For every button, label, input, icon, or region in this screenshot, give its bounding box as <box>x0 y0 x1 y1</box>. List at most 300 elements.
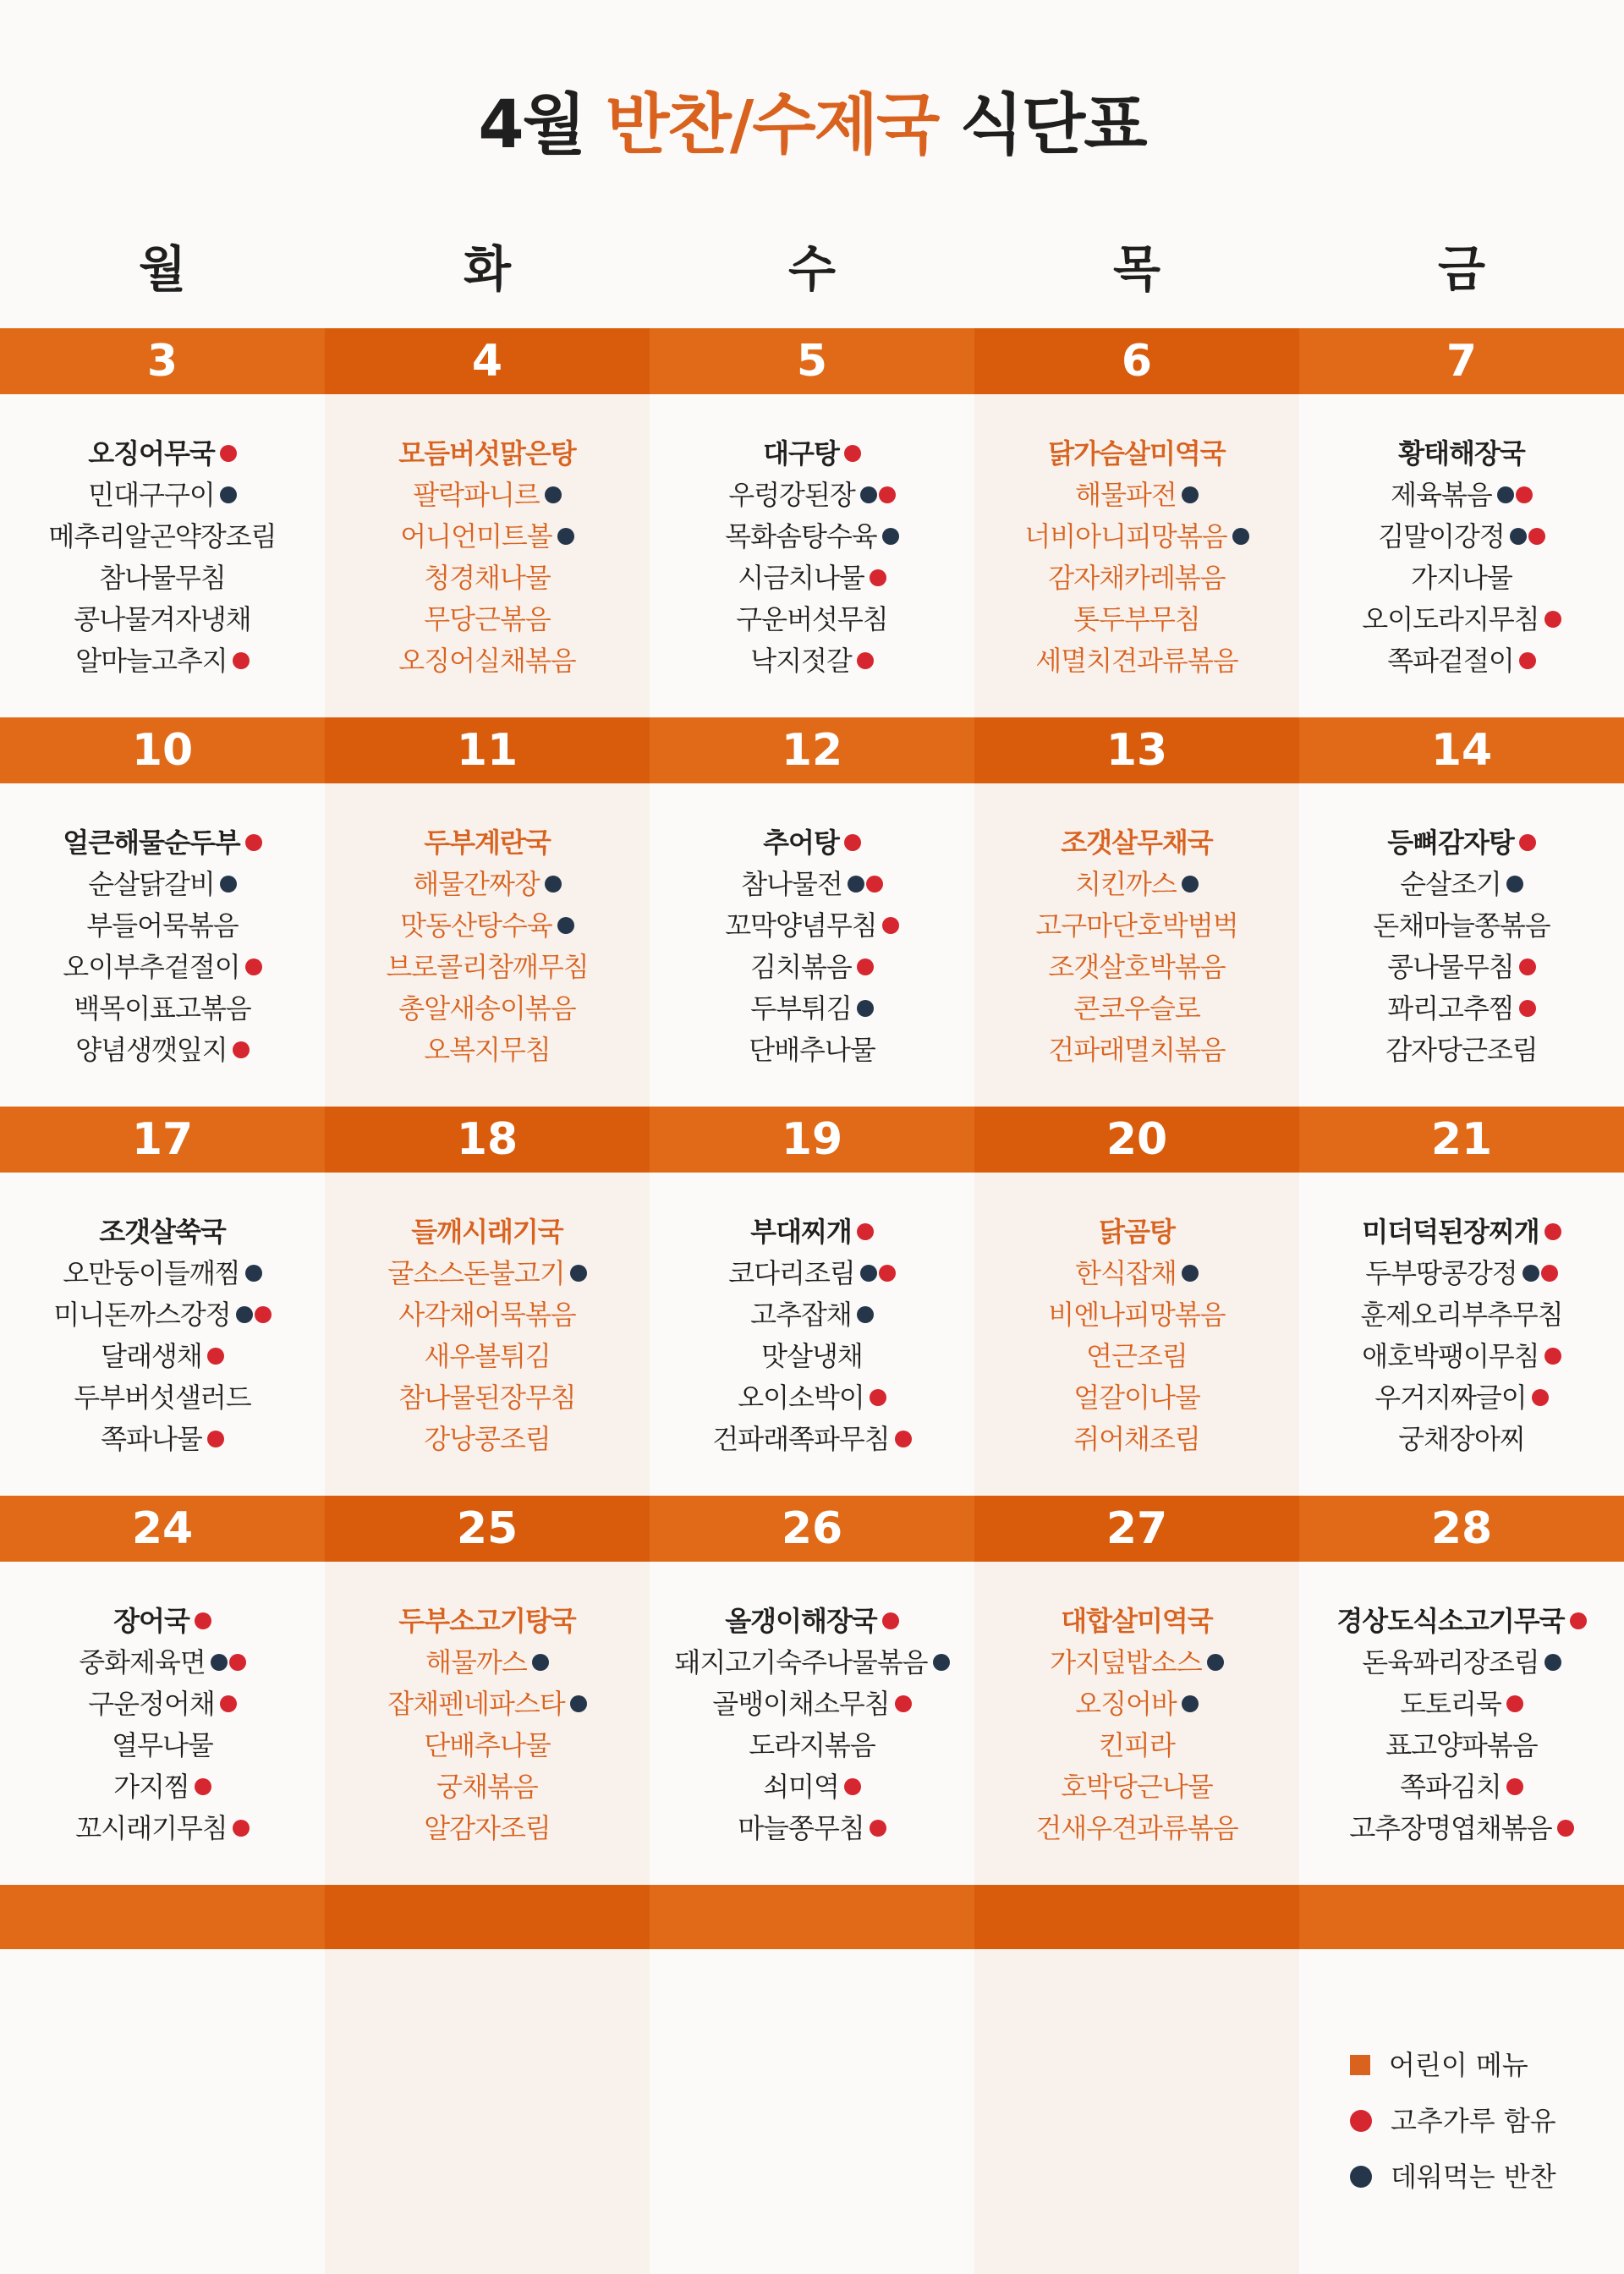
page-title <box>0 83 1624 168</box>
dish-name: 알감자조림 <box>424 1812 551 1844</box>
side-dish-item <box>650 1419 974 1460</box>
date-number: 19 <box>650 1107 974 1173</box>
day-menu-kids <box>325 394 650 717</box>
side-dish-item <box>0 1684 325 1725</box>
dish-name: 가지나물 <box>1411 562 1512 594</box>
side-dish-item <box>650 1253 974 1294</box>
navy-dot-icon <box>557 917 574 934</box>
dish-name: 추어탕 <box>763 827 839 859</box>
date-number: 14 <box>1299 717 1624 783</box>
dish-name: 고추장명엽채볶음 <box>1349 1812 1552 1844</box>
dish-name: 치킨까스 <box>1075 868 1177 900</box>
day-menu <box>0 1173 325 1496</box>
bottom-bar-segment <box>974 1885 1299 1949</box>
dish-name: 청경채나물 <box>424 562 551 594</box>
side-dish-item <box>1299 599 1624 640</box>
dish-name: 우거지짜글이 <box>1374 1381 1527 1414</box>
side-dish-item <box>325 1766 650 1808</box>
dish-name: 두부튀김 <box>750 992 852 1024</box>
dish-name: 오만둥이들깨찜 <box>63 1257 240 1289</box>
dish-name: 미더덕된장찌개 <box>1362 1216 1539 1248</box>
day-menu <box>1299 394 1624 717</box>
day-menu-kids <box>325 1173 650 1496</box>
dish-name: 한식잡채 <box>1075 1257 1177 1289</box>
side-dish-item <box>0 640 325 682</box>
red-dot-icon <box>879 1265 896 1282</box>
side-dish-item <box>650 475 974 516</box>
side-dish-item <box>974 1419 1299 1460</box>
day-menu <box>1299 783 1624 1107</box>
side-dish-item <box>1299 1377 1624 1419</box>
dish-name: 톳두부무침 <box>1073 603 1200 635</box>
navy-dot-icon <box>557 528 574 545</box>
dish-name: 세멸치견과류볶음 <box>1035 645 1238 677</box>
side-dish-item <box>974 864 1299 905</box>
side-dish-item <box>974 558 1299 599</box>
side-dish-item <box>974 1808 1299 1849</box>
side-dish-item <box>0 599 325 640</box>
red-dot-icon <box>844 445 861 462</box>
date-number: 27 <box>974 1496 1299 1562</box>
side-dish-item <box>1299 475 1624 516</box>
navy-dot-icon <box>1207 1654 1224 1671</box>
bottom-bar-segment <box>1299 1885 1624 1949</box>
dish-name: 호박당근나물 <box>1061 1771 1213 1803</box>
navy-dot-icon <box>245 1265 262 1282</box>
side-dish-item <box>0 475 325 516</box>
red-dot-icon <box>245 834 262 851</box>
red-dot-icon <box>857 1223 874 1240</box>
soup-item <box>0 1211 325 1253</box>
dish-name: 참나물된장무침 <box>398 1381 576 1414</box>
dish-name: 해물파전 <box>1075 479 1177 511</box>
side-dish-item <box>974 1377 1299 1419</box>
date-number: 21 <box>1299 1107 1624 1173</box>
dish-name: 굴소스돈불고기 <box>387 1257 565 1289</box>
navy-dot-icon <box>857 1000 874 1017</box>
side-dish-item <box>650 1030 974 1071</box>
soup-item <box>1299 1211 1624 1253</box>
red-dot-icon <box>1519 958 1536 975</box>
dish-name: 참나물무침 <box>99 562 226 594</box>
side-dish-item <box>325 1808 650 1849</box>
soup-item <box>974 433 1299 475</box>
side-dish-item <box>1299 905 1624 947</box>
title-suffix: 식단표 <box>938 87 1146 163</box>
dish-name: 미니돈까스강정 <box>53 1299 231 1331</box>
dish-name: 콩나물무침 <box>1387 951 1514 983</box>
soup-item <box>1299 822 1624 864</box>
dish-name: 김말이강정 <box>1378 520 1505 552</box>
weekday-header <box>0 228 1624 310</box>
red-dot-icon <box>844 834 861 851</box>
side-dish-item <box>1299 1419 1624 1460</box>
dish-name: 무당근볶음 <box>424 603 551 635</box>
red-dot-icon <box>229 1654 246 1671</box>
date-number: 6 <box>974 328 1299 394</box>
dish-name: 코다리조림 <box>728 1257 855 1289</box>
side-dish-item <box>0 516 325 558</box>
dish-name: 골뱅이채소무침 <box>712 1688 890 1720</box>
side-dish-item <box>974 1030 1299 1071</box>
navy-dot-icon <box>1182 1265 1199 1282</box>
date-number: 25 <box>325 1496 650 1562</box>
side-dish-item <box>0 1642 325 1684</box>
dish-name: 오징어바 <box>1075 1688 1177 1720</box>
navy-dot-icon <box>1182 876 1199 893</box>
side-dish-item <box>0 558 325 599</box>
dish-name: 해물까스 <box>425 1646 527 1678</box>
dish-name: 구운버섯무침 <box>736 603 888 635</box>
side-dish-item <box>974 988 1299 1030</box>
red-dot-icon <box>866 876 883 893</box>
navy-dot-icon <box>1350 2166 1372 2188</box>
dish-name: 순살닭갈비 <box>88 868 215 900</box>
side-dish-item <box>0 864 325 905</box>
legend-label: 어린이 메뉴 <box>1389 2049 1528 2081</box>
date-number: 11 <box>325 717 650 783</box>
side-dish-item <box>325 864 650 905</box>
day-menu <box>0 394 325 717</box>
soup-item <box>1299 433 1624 475</box>
navy-dot-icon <box>570 1265 587 1282</box>
dish-name: 애호박팽이무침 <box>1362 1340 1539 1372</box>
dish-name: 맛동산탕수육 <box>400 909 552 942</box>
navy-dot-icon <box>545 876 562 893</box>
day-menu-kids <box>974 394 1299 717</box>
dish-name: 순살조기 <box>1400 868 1501 900</box>
dish-name: 콘코우슬로 <box>1073 992 1200 1024</box>
red-dot-icon <box>233 1041 250 1058</box>
side-dish-item <box>325 599 650 640</box>
week-row <box>0 1496 1624 1885</box>
dish-name: 조갯살쑥국 <box>99 1216 226 1248</box>
date-number: 26 <box>650 1496 974 1562</box>
legend-label: 데워먹는 반찬 <box>1391 2161 1556 2193</box>
dish-name: 연근조림 <box>1086 1340 1188 1372</box>
dish-name: 사각채어묵볶음 <box>398 1299 576 1331</box>
day-menu-kids <box>974 1173 1299 1496</box>
day-menu <box>650 1562 974 1885</box>
navy-dot-icon <box>532 1654 549 1671</box>
soup-item <box>974 1601 1299 1642</box>
side-dish-item <box>974 1294 1299 1336</box>
dish-name: 구운정어채 <box>88 1688 215 1720</box>
side-dish-item <box>650 1808 974 1849</box>
side-dish-item <box>650 864 974 905</box>
red-dot-icon <box>233 652 250 669</box>
dish-name: 조갯살무채국 <box>1061 827 1213 859</box>
side-dish-item <box>650 988 974 1030</box>
red-dot-icon <box>255 1306 272 1323</box>
side-dish-item <box>325 640 650 682</box>
red-dot-icon <box>1541 1265 1558 1282</box>
legend-item-pepper <box>1350 2093 1621 2149</box>
side-dish-item <box>0 1419 325 1460</box>
red-dot-icon <box>882 1612 899 1629</box>
red-dot-icon <box>1506 1778 1523 1795</box>
soup-item <box>0 822 325 864</box>
side-dish-item <box>1299 1725 1624 1766</box>
side-dish-item <box>325 1419 650 1460</box>
dish-name: 도라지볶음 <box>749 1729 875 1761</box>
dish-name: 시금치나물 <box>738 562 864 594</box>
navy-dot-icon <box>1497 486 1514 503</box>
dish-name: 얼큰해물순두부 <box>63 827 240 859</box>
dish-name: 양념생깻잎지 <box>75 1034 228 1066</box>
date-number: 13 <box>974 717 1299 783</box>
navy-dot-icon <box>1506 876 1523 893</box>
title-accent: 반찬/수제국 <box>606 87 939 163</box>
dish-name: 돼지고기숙주나물볶음 <box>674 1646 928 1678</box>
side-dish-item <box>0 1725 325 1766</box>
navy-dot-icon <box>1510 528 1527 545</box>
red-dot-icon <box>844 1778 861 1795</box>
side-dish-item <box>974 475 1299 516</box>
title-prefix: 4월 <box>478 87 606 163</box>
dish-name: 너비아니피망볶음 <box>1024 520 1227 552</box>
dish-name: 어니언미트볼 <box>400 520 552 552</box>
dish-name: 제육볶음 <box>1391 479 1492 511</box>
side-dish-item <box>974 1725 1299 1766</box>
navy-dot-icon <box>220 876 237 893</box>
dish-name: 꽈리고추찜 <box>1387 992 1514 1024</box>
side-dish-item <box>325 1642 650 1684</box>
dish-name: 고구마단호박범벅 <box>1035 909 1238 942</box>
side-dish-item <box>974 640 1299 682</box>
dish-name: 가지덮밥소스 <box>1050 1646 1202 1678</box>
soup-item <box>650 1211 974 1253</box>
red-dot-icon <box>245 958 262 975</box>
side-dish-item <box>974 599 1299 640</box>
red-dot-icon <box>857 652 874 669</box>
red-dot-icon <box>1528 528 1545 545</box>
dish-name: 얼갈이나물 <box>1073 1381 1200 1414</box>
soup-item <box>325 822 650 864</box>
side-dish-item <box>974 947 1299 988</box>
day-menu-kids <box>325 1562 650 1885</box>
dish-name: 두부버섯샐러드 <box>74 1381 251 1414</box>
dish-name: 감자당근조림 <box>1385 1034 1538 1066</box>
dish-name: 메추리알곤약장조림 <box>48 520 277 552</box>
soup-item <box>650 433 974 475</box>
navy-dot-icon <box>1544 1654 1561 1671</box>
date-number: 24 <box>0 1496 325 1562</box>
dish-name: 참나물전 <box>741 868 842 900</box>
soup-item <box>0 1601 325 1642</box>
red-dot-icon <box>870 569 886 586</box>
dish-name: 건파래멸치볶음 <box>1048 1034 1226 1066</box>
side-dish-item <box>325 1377 650 1419</box>
side-dish-item <box>650 1377 974 1419</box>
side-dish-item <box>0 1766 325 1808</box>
red-dot-icon <box>1506 1695 1523 1712</box>
date-number: 12 <box>650 717 974 783</box>
red-dot-icon <box>895 1431 912 1447</box>
side-dish-item <box>650 947 974 988</box>
red-dot-icon <box>1570 1612 1587 1629</box>
dish-name: 등뼈감자탕 <box>1387 827 1514 859</box>
side-dish-item <box>325 475 650 516</box>
side-dish-item <box>1299 640 1624 682</box>
navy-dot-icon <box>545 486 562 503</box>
red-dot-icon <box>1544 1348 1561 1365</box>
side-dish-item <box>650 1294 974 1336</box>
week-row <box>0 328 1624 717</box>
side-dish-item <box>325 1725 650 1766</box>
soup-item <box>1299 1601 1624 1642</box>
day-menu <box>0 783 325 1107</box>
side-dish-item <box>0 1808 325 1849</box>
dish-name: 마늘쫑무침 <box>738 1812 864 1844</box>
dish-name: 고추잡채 <box>750 1299 852 1331</box>
side-dish-item <box>1299 988 1624 1030</box>
red-dot-icon <box>233 1820 250 1837</box>
dish-name: 닭곰탕 <box>1099 1216 1175 1248</box>
red-dot-icon <box>1350 2110 1372 2132</box>
legend-label: 고추가루 함유 <box>1391 2105 1556 2137</box>
navy-dot-icon <box>857 1306 874 1323</box>
side-dish-item <box>650 558 974 599</box>
side-dish-item <box>974 1684 1299 1725</box>
side-dish-item <box>325 1684 650 1725</box>
side-dish-item <box>1299 516 1624 558</box>
bottom-bar <box>0 1885 1624 1949</box>
side-dish-item <box>974 905 1299 947</box>
dish-name: 올갱이해장국 <box>725 1605 877 1637</box>
red-dot-icon <box>895 1695 912 1712</box>
date-number: 4 <box>325 328 650 394</box>
side-dish-item <box>1299 1294 1624 1336</box>
red-dot-icon <box>1532 1389 1549 1406</box>
side-dish-item <box>325 1030 650 1071</box>
side-dish-item <box>325 988 650 1030</box>
side-dish-item <box>1299 1684 1624 1725</box>
side-dish-item <box>650 1336 974 1377</box>
dish-name: 새우볼튀김 <box>424 1340 551 1372</box>
navy-dot-icon <box>848 876 864 893</box>
dish-name: 두부계란국 <box>424 827 551 859</box>
day-menu-kids <box>325 783 650 1107</box>
dish-name: 모듬버섯맑은탕 <box>398 437 576 470</box>
day-menu-kids <box>974 1562 1299 1885</box>
dish-name: 목화솜탕수육 <box>725 520 877 552</box>
red-dot-icon <box>220 1695 237 1712</box>
dish-name: 들깨시래기국 <box>411 1216 563 1248</box>
navy-dot-icon <box>211 1654 228 1671</box>
side-dish-item <box>1299 558 1624 599</box>
navy-dot-icon <box>933 1654 950 1671</box>
dish-name: 쪽파겉절이 <box>1387 645 1514 677</box>
date-bar <box>0 1496 1624 1562</box>
dish-name: 해물간짜장 <box>413 868 540 900</box>
red-dot-icon <box>1544 1223 1561 1240</box>
red-dot-icon <box>870 1820 886 1837</box>
side-dish-item <box>325 1336 650 1377</box>
date-number: 28 <box>1299 1496 1624 1562</box>
dish-name: 민대구구이 <box>88 479 215 511</box>
side-dish-item <box>650 1684 974 1725</box>
red-dot-icon <box>1519 1000 1536 1017</box>
side-dish-item <box>325 558 650 599</box>
dish-name: 대합살미역국 <box>1061 1605 1213 1637</box>
dish-name: 단배추나물 <box>749 1034 875 1066</box>
navy-dot-icon <box>860 486 877 503</box>
navy-dot-icon <box>236 1306 253 1323</box>
dish-name: 황태해장국 <box>1398 437 1525 470</box>
day-menu <box>650 394 974 717</box>
navy-dot-icon <box>1522 1265 1539 1282</box>
day-menu <box>0 1562 325 1885</box>
dish-name: 우렁강된장 <box>728 479 855 511</box>
dish-name: 오이도라지무침 <box>1362 603 1539 635</box>
dish-name: 브로콜리참깨무침 <box>386 951 589 983</box>
dish-name: 돈채마늘쫑볶음 <box>1373 909 1550 942</box>
bottom-bar-segment <box>650 1885 974 1949</box>
side-dish-item <box>1299 1253 1624 1294</box>
soup-item <box>650 822 974 864</box>
red-dot-icon <box>1544 611 1561 628</box>
side-dish-item <box>0 1030 325 1071</box>
date-bar <box>0 1107 1624 1173</box>
side-dish-item <box>974 1766 1299 1808</box>
dish-name: 감자채카레볶음 <box>1048 562 1226 594</box>
dish-name: 쪽파김치 <box>1400 1771 1501 1803</box>
side-dish-item <box>650 599 974 640</box>
dish-name: 오이소박이 <box>738 1381 864 1414</box>
side-dish-item <box>650 640 974 682</box>
day-menu <box>650 783 974 1107</box>
date-bar <box>0 717 1624 783</box>
weekday-label: 금 <box>1437 240 1486 298</box>
red-dot-icon <box>195 1612 211 1629</box>
date-number: 3 <box>0 328 325 394</box>
dish-name: 낙지젓갈 <box>750 645 852 677</box>
side-dish-item <box>974 1253 1299 1294</box>
dish-name: 오복지무침 <box>424 1034 551 1066</box>
dish-name: 꼬막양념무침 <box>725 909 877 942</box>
week-row <box>0 1107 1624 1496</box>
navy-dot-icon <box>1232 528 1249 545</box>
day-menu-kids <box>974 783 1299 1107</box>
soup-item <box>974 822 1299 864</box>
date-number: 10 <box>0 717 325 783</box>
red-dot-icon <box>1519 652 1536 669</box>
side-dish-item <box>650 1642 974 1684</box>
dish-name: 총알새송이볶음 <box>398 992 576 1024</box>
date-number: 17 <box>0 1107 325 1173</box>
dish-name: 킨피라 <box>1099 1729 1175 1761</box>
side-dish-item <box>0 988 325 1030</box>
dish-name: 잡채펜네파스타 <box>387 1688 565 1720</box>
red-dot-icon <box>857 958 874 975</box>
navy-dot-icon <box>570 1695 587 1712</box>
dish-name: 두부소고기탕국 <box>398 1605 576 1637</box>
red-dot-icon <box>1557 1820 1574 1837</box>
dish-name: 꼬시래기무침 <box>75 1812 228 1844</box>
soup-item <box>650 1601 974 1642</box>
dish-name: 팔락파니르 <box>413 479 540 511</box>
dish-name: 조갯살호박볶음 <box>1048 951 1226 983</box>
side-dish-item <box>650 1766 974 1808</box>
day-menu <box>1299 1173 1624 1496</box>
side-dish-item <box>0 905 325 947</box>
soup-item <box>0 433 325 475</box>
side-dish-item <box>325 1253 650 1294</box>
side-dish-item <box>0 947 325 988</box>
dish-name: 돈육꽈리장조림 <box>1362 1646 1539 1678</box>
red-dot-icon <box>207 1348 224 1365</box>
